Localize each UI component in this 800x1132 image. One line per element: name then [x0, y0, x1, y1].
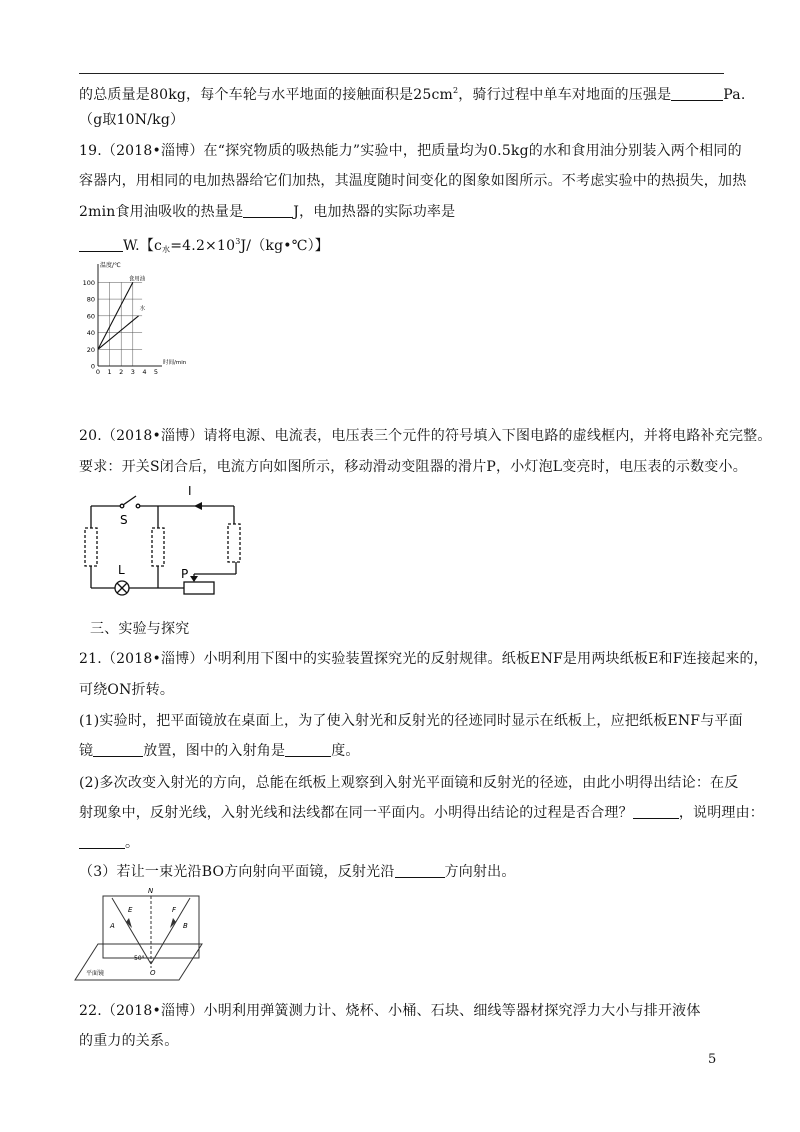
switch-label: S [120, 513, 128, 527]
q21-line2: 可绕ON折转。 [79, 682, 175, 698]
current-label: I [188, 484, 192, 498]
q21-text-f: 。 [125, 835, 140, 851]
y-tick-label: 80 [86, 295, 95, 304]
series-label: 食用油 [128, 276, 146, 283]
answer-blank[interactable] [79, 237, 123, 252]
slider-label: P [181, 567, 189, 581]
q21-p1-line2 [79, 742, 360, 760]
q19-text-b: J，电加热器的实际功率是 [293, 204, 456, 220]
reflection-figure [72, 884, 204, 984]
x-tick-label: 1 [107, 368, 112, 376]
slider-arrow-head-icon [190, 576, 198, 582]
q21-text-b: 放置，图中的入射角是 [143, 743, 286, 759]
q18-unit: Pa. [723, 87, 746, 103]
q18-line1 [79, 82, 746, 104]
q19-formula-a: W.【c [123, 238, 163, 254]
dashed-box-left [85, 528, 97, 566]
q18-superscript: 2 [453, 86, 459, 95]
switch-blade [123, 496, 136, 505]
q21-text-h: 方向射出。 [444, 864, 516, 880]
temperature-time-chart [80, 258, 187, 380]
switch-contact [136, 504, 140, 508]
dashed-box-middle [152, 528, 164, 566]
answer-blank[interactable] [285, 742, 331, 757]
dashed-box-right [228, 524, 240, 562]
page-number: 5 [708, 1052, 717, 1067]
x-tick-label: 0 [95, 368, 101, 376]
rheostat-symbol [184, 582, 214, 594]
current-arrow-icon [194, 502, 202, 510]
q20-line1: 20.（2018•淄博）请将电源、电流表，电压表三个元件的符号填入下图电路的虚线框内，并将电路补充完整。 [79, 428, 772, 444]
q18-line2: （g取10N/kg） [79, 112, 185, 128]
q19-line4 [79, 233, 329, 259]
q21-text-a: 镜 [79, 743, 94, 759]
label-F: F [172, 906, 177, 914]
series-label: 水 [139, 305, 146, 312]
section-heading: 三、实验与探究 [90, 621, 190, 637]
q20-line2: 要求：开关S闭合后，电流方向如图所示，移动滑动变阻器的滑片P，小灯泡L变亮时，电压表的示数变小。 [79, 459, 747, 475]
q21-text-c: 度。 [331, 743, 360, 759]
label-O: O [150, 969, 156, 977]
y-tick-label: 20 [86, 345, 95, 354]
label-A: A [110, 922, 115, 930]
label-E: E [128, 906, 133, 914]
answer-blank[interactable] [243, 203, 293, 218]
x-tick-label: 2 [119, 368, 124, 376]
q19-line3 [79, 203, 455, 221]
header-rule [79, 73, 724, 74]
q21-text-g: （3）若让一束光沿BO方向射向平面镜，反射光沿 [79, 864, 395, 880]
q21-text-e: ，说明理由： [678, 805, 765, 821]
mirror-label: 平面镜 [86, 970, 105, 977]
answer-blank[interactable] [633, 804, 679, 819]
circuit-diagram [76, 478, 246, 603]
q21-p2-line1: (2)多次改变入射光的方向，总能在纸板上观察到入射光平面镜和反射光的径迹，由此小明得出结论：在反 [79, 775, 739, 791]
x-tick-label: 3 [130, 368, 135, 376]
y-tick-label: 40 [86, 329, 95, 338]
answer-blank[interactable] [671, 86, 723, 101]
x-tick-label: 5 [153, 368, 159, 376]
q19-formula-c: J/（kg•℃）】 [240, 238, 329, 254]
q21-p3-line [79, 863, 516, 881]
answer-blank[interactable] [79, 834, 125, 849]
reflected-ray [151, 898, 190, 964]
q21-text-d: 射现象中，反射光线，入射光线和法线都在同一平面内。小明得出结论的过程是否合理？ [79, 805, 633, 821]
q22-line2: 的重力的关系。 [79, 1033, 179, 1049]
q21-p2-line3 [79, 834, 139, 852]
q21-p2-line2 [79, 804, 764, 822]
q21-p1-line1: (1)实验时，把平面镜放在桌面上，为了使入射光和反射光的径迹同时显示在纸板上，应把纸板ENF与平面 [79, 713, 743, 729]
y-tick-label: 100 [82, 278, 95, 287]
q18-text-b: ，骑行过程中单车对地面的压强是 [458, 87, 672, 103]
answer-blank[interactable] [93, 742, 143, 757]
q21-line1: 21.（2018•淄博）小明利用下图中的实验装置探究光的反射规律。纸板ENF是用两块纸板E和F连接起来的， [79, 651, 768, 667]
q19-formula-b: =4.2×10 [170, 238, 236, 254]
label-N: N [148, 887, 154, 895]
y-axis-label: 温度/℃ [100, 262, 121, 269]
y-tick-label: 60 [86, 312, 95, 321]
q22-line1: 22.（2018•淄博）小明利用弹簧测力计、烧杯、小桶、石块、细线等器材探究浮力大小与排开液体 [79, 1003, 701, 1019]
label-B: B [183, 922, 188, 930]
q18-text-a: 的总质量是80kg，每个车轮与水平地面的接触面积是25cm [79, 87, 453, 103]
q19-superscript: 3 [235, 237, 241, 246]
chart-grid [98, 282, 142, 366]
angle-label: 50° [134, 955, 145, 962]
q19-subscript: 水 [162, 245, 171, 254]
q19-line1: 19.（2018•淄博）在“探究物质的吸热能力”实验中，把质量均为0.5kg的水和食用油分别装入两个相同的 [79, 143, 742, 159]
x-axis-label: 时间/min [163, 360, 187, 366]
q19-text-a: 2min食用油吸收的热量是 [79, 204, 244, 220]
y-tick-label: 0 [90, 362, 95, 371]
x-tick-label: 4 [142, 368, 147, 376]
q19-line2: 容器内，用相同的电加热器给它们加热，其温度随时间变化的图象如图所示。不考虑实验中的热损失，加热 [79, 173, 747, 189]
lamp-label: L [118, 563, 125, 577]
answer-blank[interactable] [395, 863, 445, 878]
